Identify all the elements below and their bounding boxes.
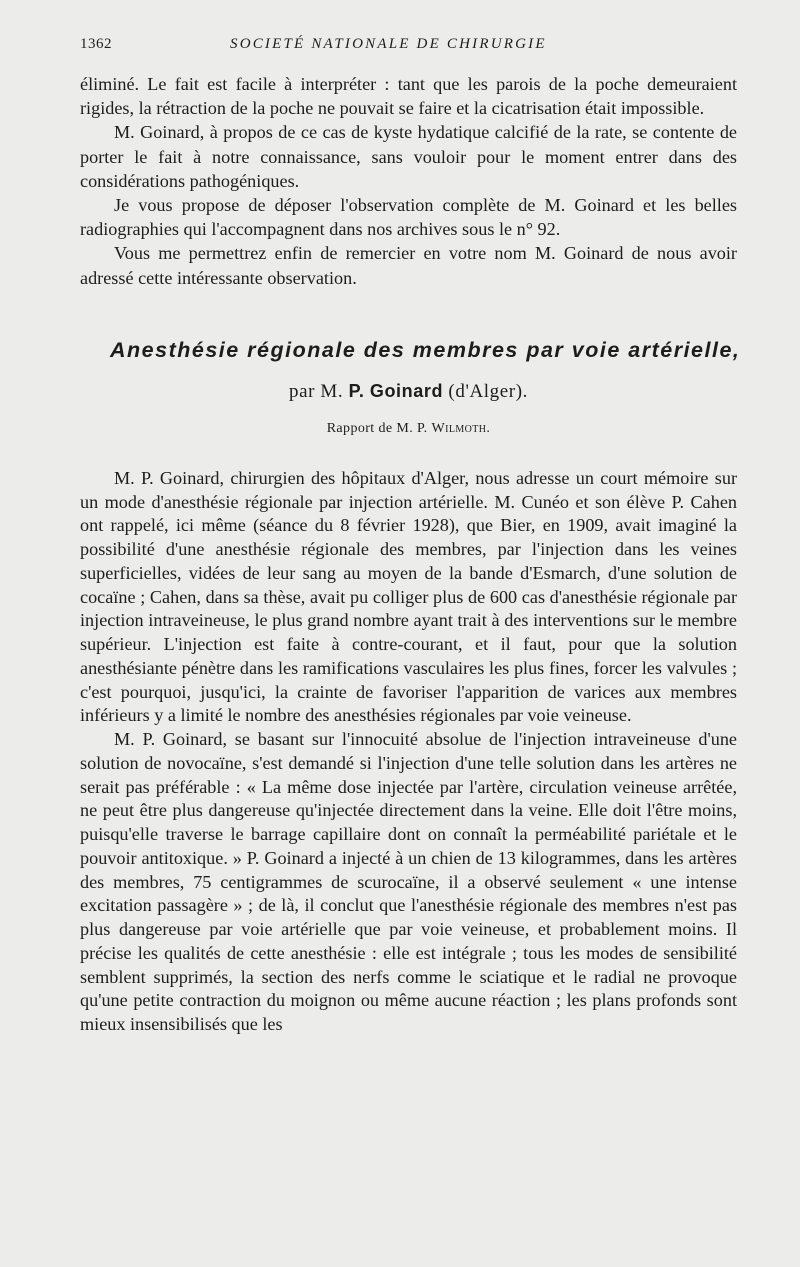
paragraph: Vous me permettrez enfin de remercier en votre nom M. Goinard de nous avoir adressé cette intéressante observation. [80, 243, 737, 288]
byline-prefix: par M. [288, 380, 344, 402]
paragraph: Je vous propose de déposer l'observation complète de M. Goinard et les belles radiographies qui l'accompagnent dans nos archives sous le n° 92. [80, 195, 737, 240]
page-number: 1362 [80, 36, 112, 52]
previous-report-text [80, 72, 737, 290]
author-initial: P. [348, 380, 365, 401]
journal-title: SOCIETÉ NATIONALE DE CHIRURGIE [230, 36, 547, 52]
paragraph: M. P. Goinard, chirurgien des hôpitaux d'Alger, nous adresse un court mémoire sur un mode d'anesthésie régionale par injection artérielle. M. Cunéo et son élève P. Cahen ont rappelé, ici même (séance du 8 février 1928), que Bier, en 1909, avait imaginé la possibilité d'une anesthésie régionale des membres, par l'injection dans les veines superficielles, vidées de leur sang au moyen de la bande d'Esmarch, d'une solution de cocaïne ; Cahen, dans sa thèse, avait pu colliger plus de 600 cas d'anesthésie régionale par injection intraveineuse, le plus grand nombre ayant trait à des interventions sur le membre supérieur. L'injection est faite à contre-courant, et il faut, pour que la solution anesthésiante pénètre dans les ramifications vasculaires les plus fines, forcer les valvules ; c'est pourquoi, jusqu'ici, la crainte de favoriser l'apparition de varices aux membres inférieurs y a limité le nombre des anesthésies régionales par voie veineuse. [80, 467, 737, 726]
page [80, 30, 741, 1037]
paragraph: M. Goinard, à propos de ce cas de kyste hydatique calcifié de la rate, se contente de porter le fait à notre connaissance, sans vouloir pour le moment entrer dans des considérations pathogéniques. [80, 122, 737, 191]
report-attribution [80, 421, 737, 437]
paragraph: M. P. Goinard, se basant sur l'innocuité absolue de l'injection intraveineuse d'une solution de novocaïne, s'est demandé si l'injection d'une telle solution dans les artères ne serait pas préférable : « La même dose injectée par l'artère, circulation veineuse arrêtée, ne peut être plus dangereuse qu'injectée directement dans la veine. Elle doit l'être moins, puisqu'elle traverse le barrage capillaire dont on connaît la perméabilité pariétale et le pouvoir antitoxique. » P. Goinard a injecté à un chien de 13 kilogrammes, dans les artères des membres, 75 centigrammes de scurocaïne, il a observé seulement « une intense excitation passagère » ; de là, il conclut que l'anesthésie régionale des membres n'est pas plus dangereuse par voie artérielle que par voie veineuse, et probablement moins. Il précise les qualités de cette anesthésie : elle est intégrale ; tous les modes de sensibilité semblent supprimés, la section des nerfs comme le sciatique et le radial ne provoque qu'une petite contraction du moignon ou même aucune réaction ; les plans profonds sont mieux insensibilisés que les [80, 729, 737, 1035]
article-title: Anesthésie régionale des membres par voie artérielle, [110, 337, 741, 362]
paragraph: éliminé. Le fait est facile à interpréter : tant que les parois de la poche demeuraient rigides, la rétraction de la poche ne pouvait se faire et la cicatrisation était impossible. [80, 74, 737, 119]
byline [80, 381, 737, 403]
author-name: Goinard [369, 380, 444, 401]
report-prefix: Rapport de M. P. [326, 420, 428, 436]
author-affiliation: (d'Alger). [448, 380, 529, 402]
reporter-name: Wilmoth. [431, 420, 491, 436]
report-body [80, 467, 737, 1037]
running-head [80, 30, 737, 60]
